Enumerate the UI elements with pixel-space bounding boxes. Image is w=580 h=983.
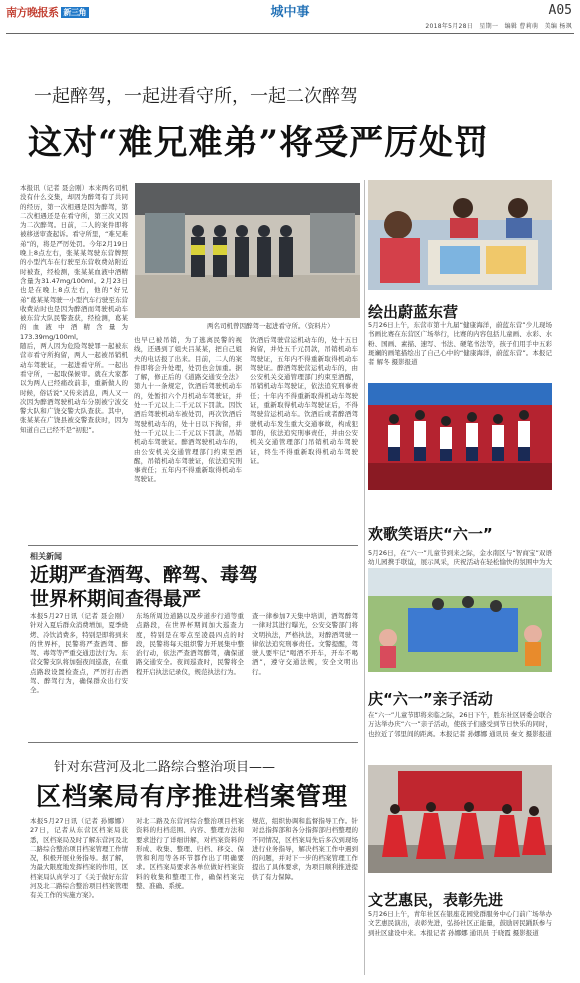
s4-title: 文艺惠民，表彰先进: [368, 891, 504, 909]
lead-col-3: 饮酒后驾驶营运机动车的，处十五日拘留，并处五千元罚款，吊销机动车驾驶证，五年内不得重新取得机动车驾驶证。醉酒驾驶营运机动车的，由公安机关交通管理部门约束至酒醒，吊销机动车驾驶证，依法追究刑事责任；十年内不得重新取得机动车驾驶证，重新取得机动车驾驶证后，不得驾驶营运机动车。饮酒后或者醉酒驾驶机动车发生重大交通事故，构成犯罪的，依法追究刑事责任，并由公安机关交通管理部门吊销机动车驾驶证，终生不得重新取得机动车驾驶证。: [250, 336, 358, 465]
performance-photo: [368, 765, 552, 873]
kids-painting-image: [368, 180, 552, 290]
top-rule: [6, 33, 574, 34]
lead-photo-caption: 两名司机曾因醉驾一起进看守所。（资料片）: [207, 322, 334, 330]
logo-badge: 新三角: [61, 7, 90, 18]
parent-child-activity-image: [368, 568, 552, 672]
painting-photo: [368, 180, 552, 290]
lead-kicker: 一起醉驾，一起进看守所，一起二次醉驾: [34, 86, 358, 107]
related-col-1: 本报5月27日讯（记者 聂会刚）针对入夏后群众消费增加，夏季烧烤、冷饮消费多，特别是即将到来的世界杯，民警将严查酒驾、醉驾、毒驾等严重交通违法行为。东营交警支队将加强夜间巡查，在重点路段设置检查点，严厉打击酒驾、醉驾行为，确保群众出行安全。: [30, 612, 128, 695]
lead-col-2: 也早已被吊销，为了逃离民警的视线，还遇到了姐夫吕某某，把自己姐夫的电话报了出来。目前，二人的案件即将会升处理，处罚也会加重。据了解，修正后的《道路交通安全法》第九十一条规定，饮酒后驾驶机动车的，处暂扣六个月机动车驾驶证，并处一千元以上二千元以下罚款。因饮酒后驾驶机动车被处罚，再次饮酒后驾驶机动车的，处十日以下拘留，并处一千元以上二千元以下罚款，吊销机动车驾驶证。醉酒驾驶机动车的，由公安机关交通管理部门约束至酒醒，吊销机动车驾驶证，依法追究刑事责任；五年内不得重新取得机动车驾驶证。: [134, 336, 242, 484]
newspaper-logo: 南方晚报系 新三角: [6, 4, 89, 20]
s2-title: 欢歌笑语庆“六一”: [368, 525, 493, 543]
related-col-2: 东场所周边道路以及步道步行道等重点路段，在世界杯期间加大巡查力度，特别是在零点至凌晨四点的时段，民警将每天组织警力开展集中整治行动，依法严查酒驾醉驾，确保道路交通安全。夜间巡查时，民警将全程开启执法记录仪，规范执法行为。: [136, 612, 244, 676]
related-col-3: 查一律参加7天集中培训，酒驾醉驾一律对其进行曝光，公安交警部门将文明执法，严格执法，对醉酒驾驶一律依法追究刑事责任。文警提醒，驾驶人要牢记“喝酒不开车，开车不喝酒”，遵守交通法规，安全文明出行。: [252, 612, 358, 676]
s3-body: 在“六一”儿童节即将来临之际，26日下午，胜东社区居委会联合万达举办庆“六一”亲子活动，使孩子们感受到节日快乐的同时，也拉近了邻里间的距离。本报记者 孙娜娜 通讯员 秦文 摄影报道: [368, 711, 552, 738]
section-title: 城中事: [240, 0, 340, 26]
archive-kicker: 针对东营河及北二路综合整治项目——: [54, 760, 276, 775]
related-tag: 相关新闻: [30, 552, 62, 561]
kids-dance-stage-image: [368, 383, 552, 490]
archive-rule: [28, 742, 358, 743]
related-headline: 近期严查酒驾、醉驾、毒驾 世界杯期间查得最严: [30, 564, 259, 610]
s1-body: 5月26日上午，东营市第十九届“健康海洋，蔚蓝东营”少儿现场书画比赛在东营区广场举行，比赛的内容包括儿童画、水彩、水粉、国画、素描、速写、书法、硬笔书法等，孩子们用手中五彩斑斓的画笔描绘出了自己心中的“健康海洋，蔚蓝东营”。本报记者 解冬 摄影报道: [368, 321, 552, 367]
dateline: 2018年5月28日 星期一 编辑 曹莉萌 美编 杨飒: [425, 23, 572, 30]
page-number: A05: [548, 3, 572, 18]
related-rule: [28, 545, 358, 546]
s1-title: 绘出蔚蓝东营: [368, 303, 459, 321]
lead-headline: 这对“难兄难弟”将受严厉处罚: [28, 123, 490, 163]
s2-body: 5月26日，在“六一”儿童节到来之际，金水南区与“智商宝”双语幼儿园携手联谊，展示风采，庆祝活动在轻松愉快的氛围中为大: [368, 549, 552, 567]
dance-photo: [368, 383, 552, 490]
archive-col-2: 对北二路及东营河综合整治项目档案资料的归档范围、内容、整理方法和要求进行了详细讲解，对档案资料的形成、收集、整理、归档、移交、保管和利用等各环节都作出了明确要求。区档案局要求各单位做好档案资料的收集和整理工作，确保档案完整、准确、系统。: [136, 817, 244, 891]
folk-dance-performance-image: [368, 765, 552, 873]
lead-col-1: 本报讯（记者 聂会刚）本来两名司机没有什么交集，却因为醉驾有了共同的经历，第一次相遇是因为醉驾，第二次相遇还是在看守所，第三次又因为二次醉驾。日前，二人的案件即将被移送审查起诉。看守所里，“难兄难弟”的，将是严厉处罚。今年2月19日晚上8点左右，张某某驾驶东营牌照的小型汽车在行驶至东营收费站附近时被查，经检测，张某某血液中酒精含量为31.47mg/100ml。2月23日也是在晚上8点左右，他的“好兄弟”葛某某驾驶一小型汽车行驶至东营收费站时也是因为醉酒而驾驶机动车被东营大队民警查获，经检测，葛某的血液中酒精含量为173.39mg/100ml。 随后，两人因为危险驾驶罪一起被东营市看守所拘留，两人一起被吊销机动车驾驶证，一起进看守所。一起出看守所，一起取保候审。就在大家都以为两人已经痛改前非，重新做人的时候，俗话说“又传来消息，两人又一次因为醉酒驾驶机动车分别被宁波交警大队和广饶交警大队查获。其中，张某某在广饶县被交警查获时，因为知道自己已经不是“初犯”。: [20, 184, 128, 434]
s3-title: 庆“六一”亲子活动: [368, 690, 493, 708]
police-group-photo: [135, 183, 360, 318]
column-divider: [364, 180, 365, 975]
archive-col-1: 本报5月27日讯（记者 孙娜娜）27日，记者从东营区档案局获悉，区档案局及时了解东营河及北二路综合整治项目档案管理工作情况，积极开展业务指导。据了解，为最大限度地发挥档案的作用，区档案局认真学习了《关于做好东营河及北二路综合整治项目档案管理有关工作的实施方案》。: [30, 817, 128, 900]
archive-headline: 区档案局有序推进档案管理: [36, 782, 349, 811]
archive-col-3: 规范，组织协调和监督指导工作。针对总指挥部和各分指挥部归档整理的不同情况，区档案局先后多次到现场进行业务指导，解决档案工作中遇到的问题，并对下一步的档案管理工作提出了具体要求，为项目顺利推进提供了有力保障。: [252, 817, 358, 881]
s4-body: 5月26日上午，青年社区在银座花园党群服务中心门前广场举办文艺惠民演出，表彰先进，弘扬社区正能量，鼓励居民踊跃参与到社区建设中来。本报记者 孙娜娜 通讯员 于晓霞 摄影报道: [368, 910, 552, 937]
lead-photo: [135, 183, 360, 318]
parent-child-photo: [368, 568, 552, 672]
